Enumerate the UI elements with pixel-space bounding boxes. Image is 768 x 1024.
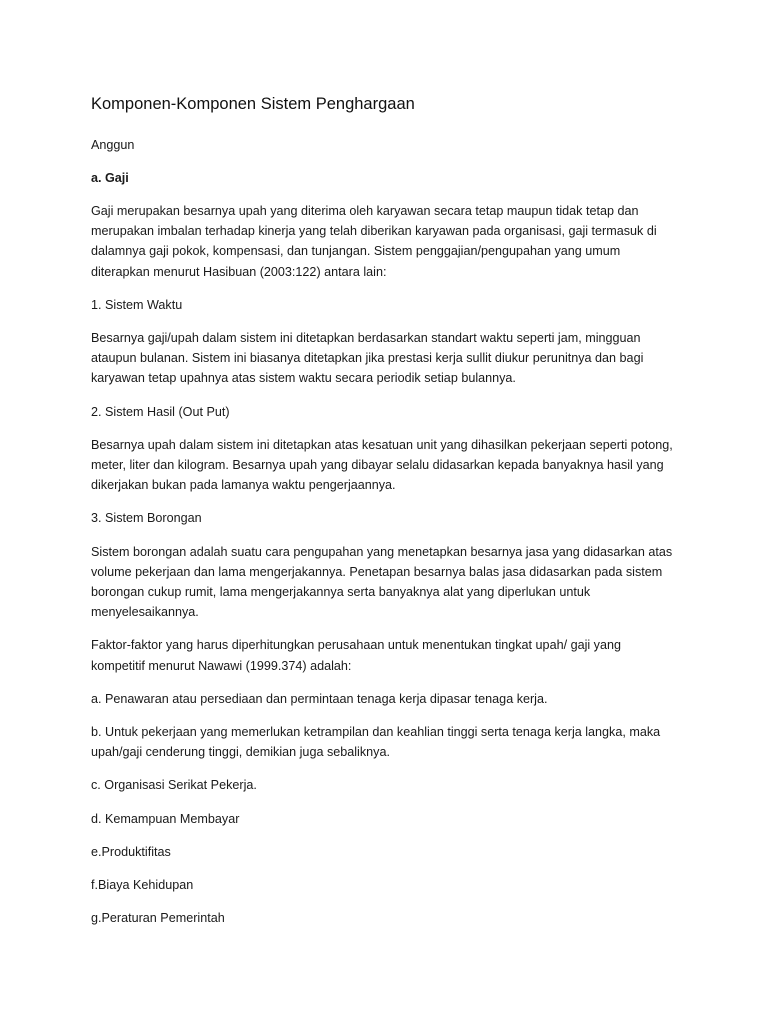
text-line: 1. Sistem Waktu [91, 297, 183, 312]
text-line: borongan cukup rumit, lama mengerjakannya serta banyaknya alat yang diperlukan untuk [91, 585, 591, 600]
text-line: g.Peraturan Pemerintah [91, 911, 225, 926]
text-line: d. Kemampuan Membayar [91, 811, 240, 826]
paragraph [91, 542, 691, 623]
paragraph [91, 875, 691, 895]
text-line: volume pekerjaan dan lama mengerjakannya. Penetapan besarnya balas jasa didasarkan pada sistem [91, 564, 663, 579]
paragraph [91, 328, 691, 389]
text-line: ataupun bulanan. Sistem ini biasanya ditetapkan jika prestasi kerja sullit diukur perunitnya dan bagi [91, 351, 644, 366]
text-line: Faktor-faktor yang harus diperhitungkan perusahaan untuk menentukan tingkat upah/ gaji yang [91, 638, 621, 653]
text-line: menyelesaikannya. [91, 605, 199, 620]
text-line: b. Untuk pekerjaan yang memerlukan ketrampilan dan keahlian tinggi serta tenaga kerja langka, maka [91, 725, 661, 740]
paragraph [91, 635, 691, 675]
paragraph [91, 722, 691, 762]
paragraph [91, 201, 691, 282]
paragraph [91, 435, 691, 496]
paragraph [91, 842, 691, 862]
text-line: 3. Sistem Borongan [91, 511, 202, 526]
text-line: a. Penawaran atau persediaan dan permintaan tenaga kerja dipasar tenaga kerja. [91, 691, 548, 706]
paragraph [91, 508, 691, 528]
paragraph [91, 908, 691, 928]
section-heading: a. Gaji [91, 171, 129, 185]
text-line: f.Biaya Kehidupan [91, 878, 194, 893]
text-line: merupakan imbalan terhadap kinerja yang telah diberikan karyawan pada organisasi, gaji termasuk di [91, 224, 657, 239]
paragraph [91, 689, 691, 709]
text-line: e.Produktifitas [91, 844, 171, 859]
author-name: Anggun [91, 138, 135, 152]
text-line: dikerjakan bukan pada lamanya waktu pengerjaannya. [91, 478, 396, 493]
text-line: upah/gaji cenderung tinggi, demikian juga sebaliknya. [91, 745, 390, 760]
text-line: dalamnya gaji pokok, kompensasi, dan tunjangan. Sistem penggajian/pengupahan yang umum [91, 244, 621, 259]
text-line: Gaji merupakan besarnya upah yang diterima oleh karyawan secara tetap maupun tidak tetap dan [91, 204, 639, 218]
text-line: meter, liter dan kilogram. Besarnya upah yang dibayar selalu didasarkan kepada banyaknya hasil yang [91, 458, 664, 473]
text-line: kompetitif menurut Nawawi (1999.374) adalah: [91, 658, 352, 673]
text-line: Besarnya upah dalam sistem ini ditetapkan atas kesatuan unit yang dihasilkan pekerjaan seperti potong, [91, 437, 673, 452]
paragraph [91, 775, 691, 795]
document-body [91, 201, 691, 928]
text-line: diterapkan menurut Hasibuan (2003:122) antara lain: [91, 264, 387, 279]
paragraph [91, 295, 691, 315]
paragraph [91, 809, 691, 829]
text-line: Besarnya gaji/upah dalam sistem ini ditetapkan berdasarkan standart waktu seperti jam, mingguan [91, 331, 641, 346]
document-page [91, 92, 691, 941]
text-line: karyawan tetap upahnya atas sistem waktu secara periodik setiap bulannya. [91, 371, 516, 386]
text-line: 2. Sistem Hasil (Out Put) [91, 404, 230, 419]
paragraph [91, 402, 691, 422]
text-line: Sistem borongan adalah suatu cara pengupahan yang menetapkan besarnya jasa yang didasarkan atas [91, 544, 673, 559]
text-line: c. Organisasi Serikat Pekerja. [91, 778, 257, 793]
document-title: Komponen-Komponen Sistem Penghargaan [91, 95, 415, 113]
